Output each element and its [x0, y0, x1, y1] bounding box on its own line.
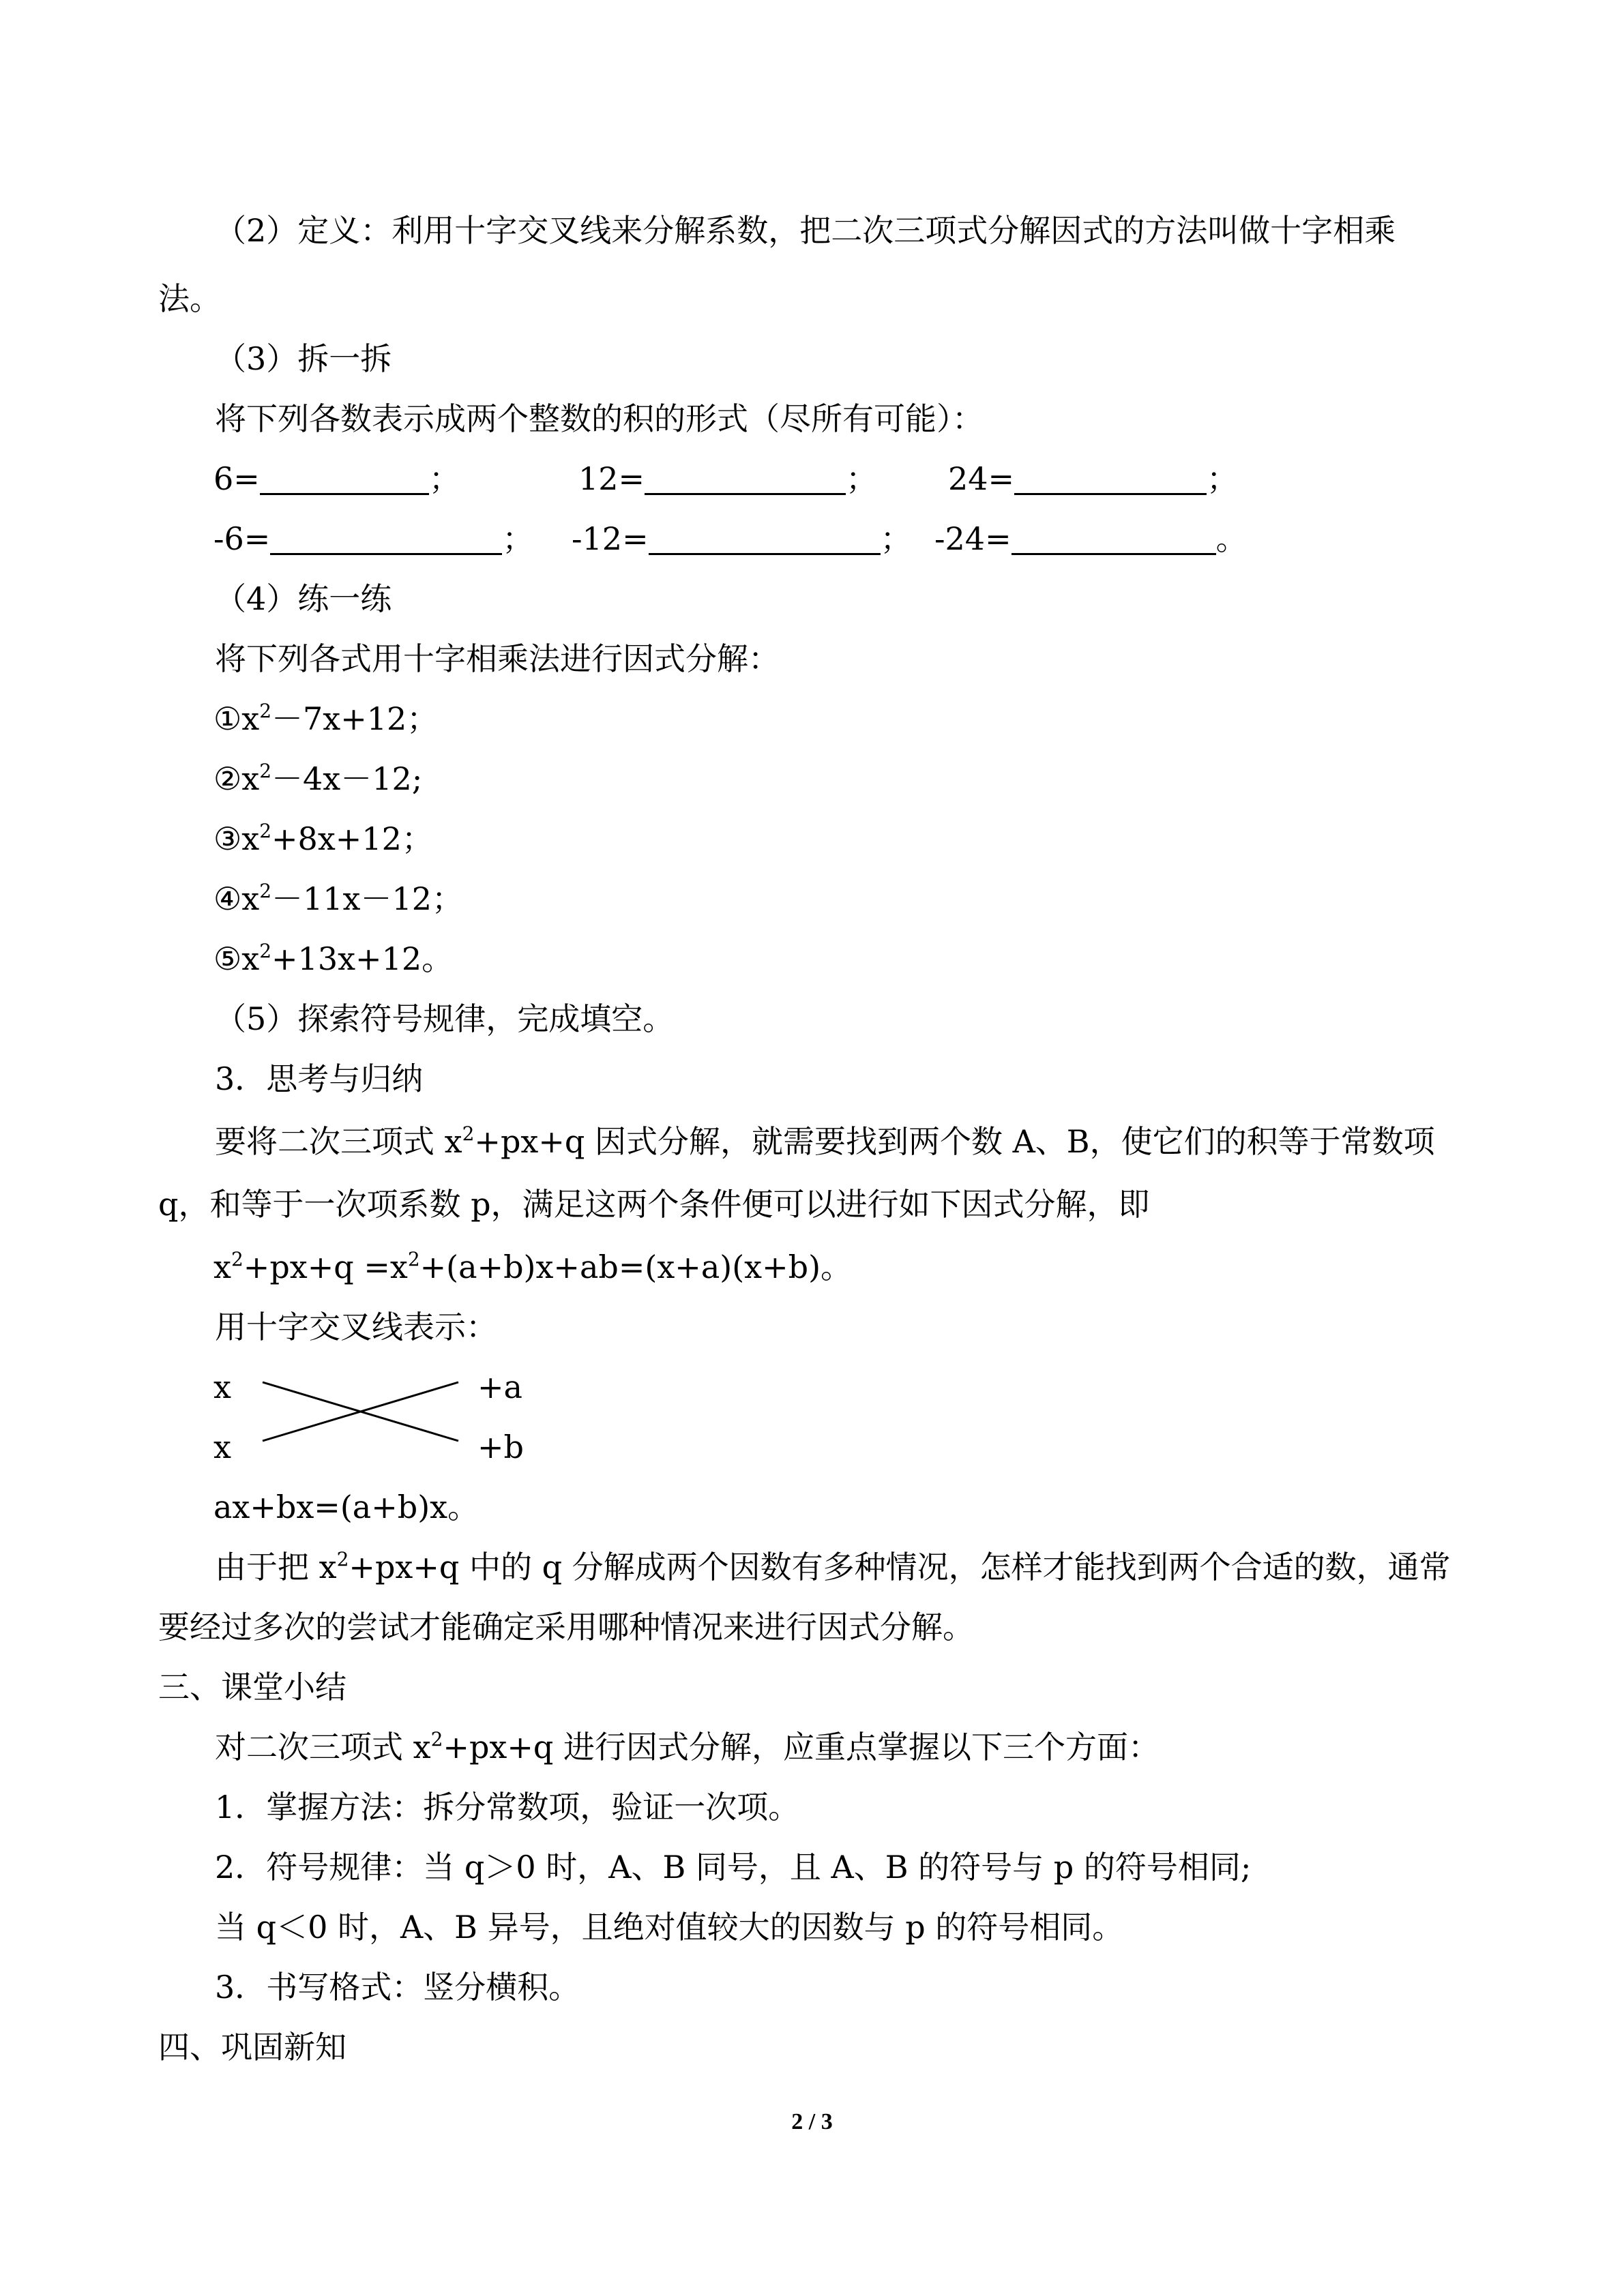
- answer-blank[interactable]: [270, 523, 502, 555]
- blank-6: 6= ；: [213, 460, 460, 497]
- section-heading-split: （3）拆一拆: [215, 340, 392, 377]
- blank-neg24: -24= 。: [934, 520, 1247, 557]
- section-heading-sign-rule: （5）探索符号规律，完成填空。: [215, 1000, 675, 1037]
- exercise-1: $①x^2-7x+12$；: [213, 700, 439, 737]
- section-heading-summary: 三、课堂小结: [158, 1669, 346, 1705]
- answer-blank[interactable]: [260, 463, 429, 495]
- section-heading-practice: （4）练一练: [215, 580, 392, 617]
- definition-paragraph-cont: 法。: [158, 280, 221, 317]
- cross-intro: 用十字交叉线表示：: [215, 1309, 497, 1345]
- summary-point-2-cont: 当 q＜0 时，A、B 异号，且绝对值较大的因数与 p 的符号相同。: [215, 1909, 1124, 1945]
- induction-paragraph-cont: q，和等于一次项系数 p，满足这两个条件便可以进行如下因式分解，即: [158, 1186, 1150, 1223]
- answer-blank[interactable]: [645, 463, 846, 495]
- summary-point-1: 1．掌握方法：拆分常数项，验证一次项。: [215, 1789, 800, 1825]
- cross-right-top: +a: [477, 1369, 522, 1405]
- cross-left-bottom: x: [213, 1429, 231, 1465]
- blank-12: 12= ；: [578, 460, 878, 497]
- remark-paragraph: 由于把 $x^2+px+q$ 中的 q 分解成两个因数有多种情况，怎样才能找到两个合适的数，通常: [215, 1548, 1451, 1585]
- exercise-4: $④x^2-11x-12$；: [213, 880, 464, 917]
- factor-formula: $x^2+px+q =x^2+(a+b)x+ab=(x+a)(x+b)$。: [213, 1248, 853, 1285]
- definition-paragraph: （2）定义：利用十字交叉线来分解系数，把二次三项式分解因式的方法叫做十字相乘: [215, 212, 1396, 249]
- blank-neg12: -12= ；: [572, 520, 912, 557]
- answer-blank[interactable]: [1012, 523, 1216, 555]
- heading-think-summarize: 3．思考与归纳: [215, 1060, 424, 1097]
- blank-neg6: -6= ；: [213, 520, 534, 557]
- cross-left-top: x: [213, 1369, 231, 1405]
- split-instruction: 将下列各数表示成两个整数的积的形式（尽所有可能）：: [215, 400, 984, 437]
- exercise-5: $⑤x^2+13x+12$。: [213, 940, 454, 977]
- remark-paragraph-cont: 要经过多次的尝试才能确定采用哪种情况来进行因式分解。: [158, 1609, 974, 1645]
- cross-multiplication-diagram: [259, 1374, 464, 1449]
- induction-paragraph: 要将二次三项式 $x^2+px+q$ 因式分解，就需要找到两个数 A、B，使它们的积等于常数项: [215, 1122, 1435, 1160]
- summary-intro: 对二次三项式 $x^2+px+q$ 进行因式分解，应重点掌握以下三个方面：: [215, 1728, 1160, 1765]
- page-number: 2 / 3: [791, 2109, 833, 2134]
- cross-right-bottom: +b: [477, 1429, 524, 1465]
- exercise-3: $③x^2+8x+12$；: [213, 820, 433, 857]
- exercise-2: $②x^2-4x-12$;: [213, 760, 423, 797]
- summary-point-2: 2．符号规律：当 q＞0 时，A、B 同号，且 A、B 的符号与 p 的符号相同;: [215, 1849, 1252, 1885]
- section-heading-consolidate: 四、巩固新知: [158, 2029, 346, 2066]
- answer-blank[interactable]: [1014, 463, 1207, 495]
- practice-instruction: 将下列各式用十字相乘法进行因式分解：: [215, 640, 780, 677]
- summary-point-3: 3．书写格式：竖分横积。: [215, 1969, 580, 2006]
- answer-blank[interactable]: [649, 523, 881, 555]
- cross-result: ax+bx=(a+b)x。: [213, 1489, 479, 1525]
- blank-24: 24= ；: [948, 460, 1239, 497]
